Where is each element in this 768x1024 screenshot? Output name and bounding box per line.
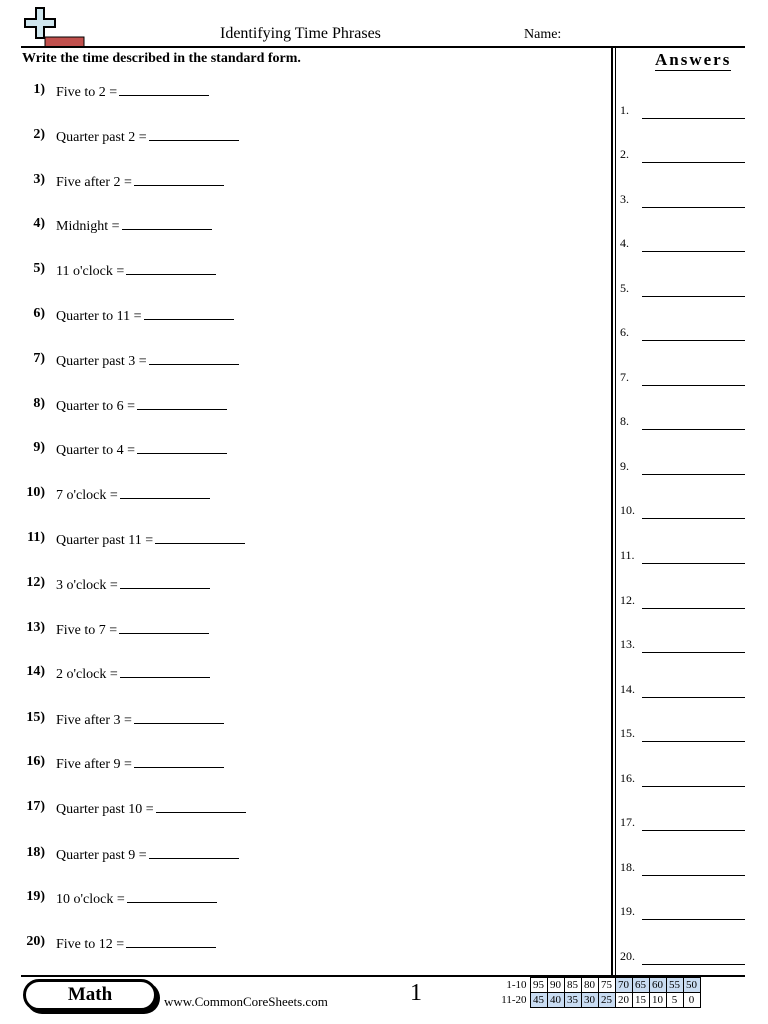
question-text: Quarter past 11 =	[56, 533, 154, 548]
answer-line[interactable]	[642, 162, 745, 163]
answer-number: 12.	[620, 593, 635, 607]
question-number: 20)	[26, 934, 45, 949]
answer-row	[620, 459, 746, 479]
answer-number: 2.	[620, 147, 629, 161]
answer-number: 9.	[620, 459, 629, 473]
answer-line[interactable]	[642, 608, 745, 609]
answer-number: 19.	[620, 904, 635, 918]
question-text: Five after 9 =	[56, 757, 132, 772]
answer-number: 15.	[620, 726, 635, 740]
instructions: Write the time described in the standard form.	[22, 51, 301, 66]
answer-number: 3.	[620, 192, 629, 206]
question-text: 10 o'clock =	[56, 892, 125, 907]
question-text: Quarter to 11 =	[56, 309, 142, 324]
answer-blank[interactable]	[134, 172, 224, 186]
answer-row	[620, 771, 746, 791]
question-number: 11)	[27, 530, 45, 545]
answer-row	[620, 414, 746, 434]
answer-blank[interactable]	[144, 306, 234, 320]
answer-number: 14.	[620, 682, 635, 696]
answer-number: 10.	[620, 503, 635, 517]
score-row	[498, 993, 700, 1008]
question-text: Five to 7 =	[56, 623, 118, 638]
answer-line[interactable]	[642, 875, 745, 876]
score-cell: 55	[666, 978, 683, 993]
question-number: 10)	[26, 485, 45, 500]
question-number: 19)	[26, 889, 45, 904]
answer-row	[620, 815, 746, 835]
answer-blank[interactable]	[149, 845, 239, 859]
question-number: 12)	[26, 575, 45, 590]
question-number: 15)	[26, 710, 45, 725]
math-badge: Math	[23, 979, 157, 1011]
score-cell: 90	[547, 978, 564, 993]
answer-row	[620, 192, 746, 212]
answer-line[interactable]	[642, 296, 745, 297]
question-text: Five to 2 =	[56, 85, 118, 100]
question-number: 7)	[33, 351, 45, 366]
answer-number: 6.	[620, 325, 629, 339]
answer-blank[interactable]	[120, 485, 210, 499]
answer-blank[interactable]	[137, 440, 227, 454]
score-cell: 5	[666, 993, 683, 1008]
name-label: Name:	[524, 27, 562, 42]
score-range: 11-20	[501, 993, 527, 1006]
question-number: 4)	[33, 216, 45, 231]
answer-blank[interactable]	[155, 530, 245, 544]
answer-blank[interactable]	[120, 664, 210, 678]
score-cell: 60	[649, 978, 666, 993]
question-number: 6)	[33, 306, 45, 321]
answer-line[interactable]	[642, 429, 745, 430]
score-cell: 80	[581, 978, 598, 993]
score-cell: 25	[598, 993, 615, 1008]
question-text: Quarter past 9 =	[56, 848, 147, 863]
answer-number: 17.	[620, 815, 635, 829]
question-text: Quarter to 6 =	[56, 399, 136, 414]
answer-line[interactable]	[642, 786, 745, 787]
question-number: 16)	[26, 754, 45, 769]
score-cell: 0	[683, 993, 700, 1008]
answer-line[interactable]	[642, 207, 745, 208]
answer-row	[620, 949, 746, 969]
question-text: 7 o'clock =	[56, 488, 118, 503]
header-divider	[21, 46, 745, 48]
question-number: 3)	[33, 172, 45, 187]
question-text: 3 o'clock =	[56, 578, 118, 593]
plus-minus-logo-icon	[21, 6, 85, 48]
score-cell: 20	[615, 993, 632, 1008]
answer-row	[620, 147, 746, 167]
question-number: 18)	[26, 845, 45, 860]
answer-row	[620, 593, 746, 613]
answer-row	[620, 682, 746, 702]
question-text: Quarter to 4 =	[56, 443, 136, 458]
answer-number: 5.	[620, 281, 629, 295]
answer-blank[interactable]	[149, 127, 239, 141]
answer-number: 1.	[620, 103, 629, 117]
question-number: 5)	[33, 261, 45, 276]
answer-number: 8.	[620, 414, 629, 428]
score-cell: 95	[530, 978, 547, 993]
answer-row	[620, 281, 746, 301]
question-number: 2)	[33, 127, 45, 142]
score-cell: 35	[564, 993, 581, 1008]
answer-line[interactable]	[642, 385, 745, 386]
score-cell: 65	[632, 978, 649, 993]
question-text: Five after 2 =	[56, 175, 132, 190]
score-range: 1-10	[506, 978, 527, 991]
score-cell: 50	[683, 978, 700, 993]
worksheet-title: Identifying Time Phrases	[220, 25, 381, 42]
answer-row	[620, 860, 746, 880]
answer-number: 7.	[620, 370, 629, 384]
answer-blank[interactable]	[134, 710, 224, 724]
question-number: 14)	[26, 664, 45, 679]
answer-line[interactable]	[642, 830, 745, 831]
question-text: 11 o'clock =	[56, 264, 125, 279]
answer-blank[interactable]	[120, 575, 210, 589]
score-cell: 70	[615, 978, 632, 993]
answer-row	[620, 103, 746, 123]
answer-line[interactable]	[642, 118, 745, 119]
answer-row	[620, 726, 746, 746]
answer-blank[interactable]	[156, 799, 246, 813]
answer-blank[interactable]	[149, 351, 239, 365]
question-number: 17)	[26, 799, 45, 814]
question-text: Five after 3 =	[56, 713, 132, 728]
answer-blank[interactable]	[119, 82, 209, 96]
answer-line[interactable]	[642, 340, 745, 341]
answer-blank[interactable]	[126, 934, 216, 948]
page-number: 1	[410, 980, 422, 1006]
answer-line[interactable]	[642, 741, 745, 742]
answer-line[interactable]	[642, 652, 745, 653]
score-cell: 85	[564, 978, 581, 993]
score-cell: 45	[530, 993, 547, 1008]
score-row	[498, 978, 700, 993]
answer-line[interactable]	[642, 697, 745, 698]
answer-blank[interactable]	[119, 620, 209, 634]
question-number: 8)	[33, 396, 45, 411]
question-number: 9)	[33, 440, 45, 455]
website-link[interactable]: www.CommonCoreSheets.com	[164, 994, 328, 1009]
answer-row	[620, 548, 746, 568]
answer-number: 13.	[620, 637, 635, 651]
answer-row	[620, 236, 746, 256]
question-text: Quarter past 10 =	[56, 802, 154, 817]
answer-number: 4.	[620, 236, 629, 250]
answer-row	[620, 904, 746, 924]
column-divider	[611, 47, 613, 975]
answer-row	[620, 370, 746, 390]
answer-number: 11.	[620, 548, 635, 562]
answers-heading: Answers	[655, 50, 732, 69]
answer-blank[interactable]	[127, 889, 217, 903]
answer-number: 20.	[620, 949, 635, 963]
answer-row	[620, 325, 746, 345]
score-cell: 75	[598, 978, 615, 993]
answer-row	[620, 637, 746, 657]
answer-blank[interactable]	[126, 261, 216, 275]
score-cell: 15	[632, 993, 649, 1008]
answer-line[interactable]	[642, 964, 745, 965]
question-text: Quarter past 2 =	[56, 130, 147, 145]
answer-number: 18.	[620, 860, 635, 874]
answer-blank[interactable]	[137, 396, 227, 410]
question-number: 1)	[33, 82, 45, 97]
answer-blank[interactable]	[134, 754, 224, 768]
score-cell: 40	[547, 993, 564, 1008]
answer-line[interactable]	[642, 474, 745, 475]
answer-line[interactable]	[642, 563, 745, 564]
answer-line[interactable]	[642, 251, 745, 252]
answer-line[interactable]	[642, 518, 745, 519]
question-text: Midnight =	[56, 219, 120, 234]
column-divider-inner	[615, 47, 616, 975]
answer-blank[interactable]	[122, 216, 212, 230]
question-text: Quarter past 3 =	[56, 354, 147, 369]
question-text: 2 o'clock =	[56, 667, 118, 682]
answer-row	[620, 503, 746, 523]
score-cell: 30	[581, 993, 598, 1008]
answer-number: 16.	[620, 771, 635, 785]
question-number: 13)	[26, 620, 45, 635]
score-table	[498, 977, 701, 1008]
question-text: Five to 12 =	[56, 937, 125, 952]
answer-line[interactable]	[642, 919, 745, 920]
score-cell: 10	[649, 993, 666, 1008]
